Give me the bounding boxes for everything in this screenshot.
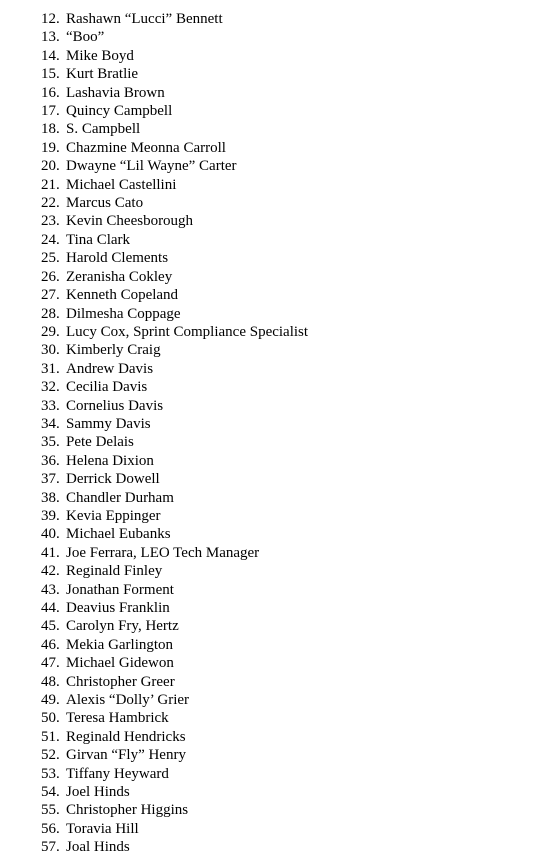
- list-item-number: 32.: [41, 379, 60, 396]
- list-item-name: Rashawn “Lucci” Bennett: [66, 11, 223, 27]
- list-item: [41, 673, 308, 691]
- list-item: [41, 194, 308, 212]
- list-item: [41, 507, 308, 525]
- list-item-name: Cecilia Davis: [66, 379, 148, 396]
- list-item-number: 44.: [41, 600, 60, 616]
- list-item: [41, 801, 308, 819]
- list-item: [41, 709, 308, 727]
- list-item-name: Chazmine Meonna Carroll: [66, 139, 226, 156]
- list-item: [41, 286, 308, 304]
- list-item-name: Kurt Bratlie: [66, 66, 139, 83]
- list-item-number: 41.: [41, 544, 60, 561]
- list-item-number: 24.: [41, 231, 60, 248]
- list-item-number: 45.: [41, 618, 60, 635]
- list-item: [41, 783, 308, 801]
- list-item-name: Kevin Cheesborough: [66, 213, 194, 230]
- numbered-name-list: [41, 10, 308, 857]
- list-item: [41, 84, 308, 102]
- list-item-name: Joal Hinds: [66, 839, 130, 856]
- list-item: [41, 176, 308, 194]
- list-item: [41, 746, 308, 764]
- list-item-name: Alexis “Dolly’ Grier: [66, 692, 190, 709]
- list-item-name: Lucy Cox, Sprint Compliance Specialist: [66, 323, 309, 340]
- list-item: [41, 691, 308, 709]
- list-item: [41, 599, 308, 617]
- list-item-number: 56.: [41, 820, 60, 837]
- list-item-number: 43.: [41, 581, 60, 598]
- list-item-name: Kenneth Copeland: [66, 287, 179, 304]
- list-item-number: 20.: [41, 158, 60, 175]
- list-item-number: 38.: [41, 489, 60, 506]
- list-item-number: 37.: [41, 471, 60, 488]
- list-item: [41, 636, 308, 654]
- list-item: [41, 489, 308, 507]
- list-item-name: Dilmesha Coppage: [66, 305, 181, 322]
- list-item-number: 13.: [41, 29, 60, 46]
- list-item-number: 28.: [41, 305, 60, 322]
- list-item-name: Kimberly Craig: [66, 342, 161, 359]
- list-item-number: 22.: [41, 195, 60, 212]
- list-item-number: 50.: [41, 710, 60, 727]
- list-item-name: “Boo”: [66, 29, 105, 46]
- list-item: [41, 617, 308, 635]
- list-item-number: 51.: [41, 728, 60, 745]
- list-item: [41, 10, 308, 28]
- list-item-number: 21.: [41, 176, 60, 193]
- list-item-name: Harold Clements: [66, 250, 169, 267]
- list-item-number: 17.: [41, 103, 60, 120]
- list-item-number: 12.: [41, 11, 60, 27]
- list-item: [41, 765, 308, 783]
- list-item-number: 54.: [41, 784, 60, 801]
- list-item-number: 14.: [41, 47, 60, 64]
- list-item: [41, 28, 308, 46]
- list-item: [41, 323, 308, 341]
- list-item: [41, 249, 308, 267]
- list-item: [41, 452, 308, 470]
- list-item: [41, 397, 308, 415]
- list-item-name: S. Campbell: [66, 121, 141, 138]
- list-item: [41, 305, 308, 323]
- list-item-name: Reginald Hendricks: [66, 728, 186, 745]
- list-item: [41, 65, 308, 83]
- list-item-name: Marcus Cato: [66, 195, 144, 212]
- list-item-name: Michael Eubanks: [66, 526, 171, 543]
- list-item: [41, 838, 308, 856]
- list-item-name: Zeranisha Cokley: [66, 268, 173, 285]
- list-item-number: 34.: [41, 415, 60, 432]
- list-item-name: Sammy Davis: [66, 415, 151, 432]
- list-item-number: 16.: [41, 84, 60, 101]
- list-item-name: Derrick Dowell: [66, 471, 160, 488]
- list-item-name: Jonathan Forment: [66, 581, 174, 598]
- list-item-name: Pete Delais: [66, 434, 134, 451]
- list-item-name: Joe Ferrara, LEO Tech Manager: [66, 544, 260, 561]
- list-item-number: 36.: [41, 452, 60, 469]
- list-item-number: 47.: [41, 655, 60, 672]
- list-item-number: 33.: [41, 397, 60, 414]
- list-item-name: Mekia Garlington: [66, 636, 174, 653]
- list-item-number: 53.: [41, 765, 60, 782]
- list-item-number: 26.: [41, 268, 60, 285]
- list-item-name: Christopher Greer: [66, 673, 175, 690]
- list-item: [41, 102, 308, 120]
- list-item: [41, 139, 308, 157]
- list-item: [41, 415, 308, 433]
- list-item: [41, 120, 308, 138]
- list-item: [41, 581, 308, 599]
- list-item: [41, 360, 308, 378]
- list-item-number: 46.: [41, 636, 60, 653]
- list-item: [41, 47, 308, 65]
- list-item: [41, 728, 308, 746]
- list-item: [41, 341, 308, 359]
- list-item-number: 29.: [41, 323, 60, 340]
- list-item: [41, 231, 308, 249]
- list-item: [41, 544, 308, 562]
- list-item-number: 31.: [41, 360, 60, 377]
- list-item: [41, 212, 308, 230]
- list-item: [41, 470, 308, 488]
- list-item-number: 23.: [41, 213, 60, 230]
- list-item-name: Michael Castellini: [66, 176, 177, 193]
- list-item-name: Carolyn Fry, Hertz: [66, 618, 179, 635]
- list-item: [41, 562, 308, 580]
- list-item-name: Tina Clark: [66, 231, 131, 248]
- list-item-name: Dwayne “Lil Wayne” Carter: [66, 158, 237, 175]
- list-item-name: Andrew Davis: [66, 360, 154, 377]
- list-item-name: Chandler Durham: [66, 489, 174, 506]
- list-item-name: Deavius Franklin: [66, 600, 170, 616]
- list-item: [41, 433, 308, 451]
- list-item-number: 39.: [41, 507, 60, 524]
- list-item: [41, 654, 308, 672]
- list-item-number: 48.: [41, 673, 60, 690]
- list-item: [41, 820, 308, 838]
- list-item-name: Cornelius Davis: [66, 397, 164, 414]
- list-item-number: 55.: [41, 802, 60, 819]
- list-item-number: 57.: [41, 839, 60, 856]
- list-item-number: 52.: [41, 747, 60, 764]
- list-item-name: Helena Dixion: [66, 452, 154, 469]
- list-item-number: 25.: [41, 250, 60, 267]
- list-item-number: 49.: [41, 692, 60, 709]
- list-item-number: 18.: [41, 121, 60, 138]
- list-item: [41, 268, 308, 286]
- list-item: [41, 157, 308, 175]
- list-item-name: Lashavia Brown: [66, 84, 165, 101]
- list-item-number: 27.: [41, 287, 60, 304]
- list-item-number: 35.: [41, 434, 60, 451]
- list-item-number: 19.: [41, 139, 60, 156]
- list-item: [41, 378, 308, 396]
- list-item-number: 42.: [41, 563, 60, 580]
- list-item: [41, 525, 308, 543]
- list-item-name: Reginald Finley: [66, 563, 163, 580]
- list-item-number: 40.: [41, 526, 60, 543]
- list-item-name: Mike Boyd: [66, 47, 134, 64]
- list-item-name: Michael Gidewon: [66, 655, 174, 672]
- list-item-name: Teresa Hambrick: [66, 710, 169, 727]
- list-item-number: 30.: [41, 342, 60, 359]
- list-item-number: 15.: [41, 66, 60, 83]
- list-item-name: Christopher Higgins: [66, 802, 189, 819]
- list-item-name: Joel Hinds: [66, 784, 130, 801]
- list-item-name: Toravia Hill: [66, 820, 139, 837]
- list-item-name: Quincy Campbell: [66, 103, 173, 120]
- list-item-name: Tiffany Heyward: [66, 765, 169, 782]
- list-item-name: Kevia Eppinger: [66, 507, 161, 524]
- list-item-name: Girvan “Fly” Henry: [66, 747, 186, 764]
